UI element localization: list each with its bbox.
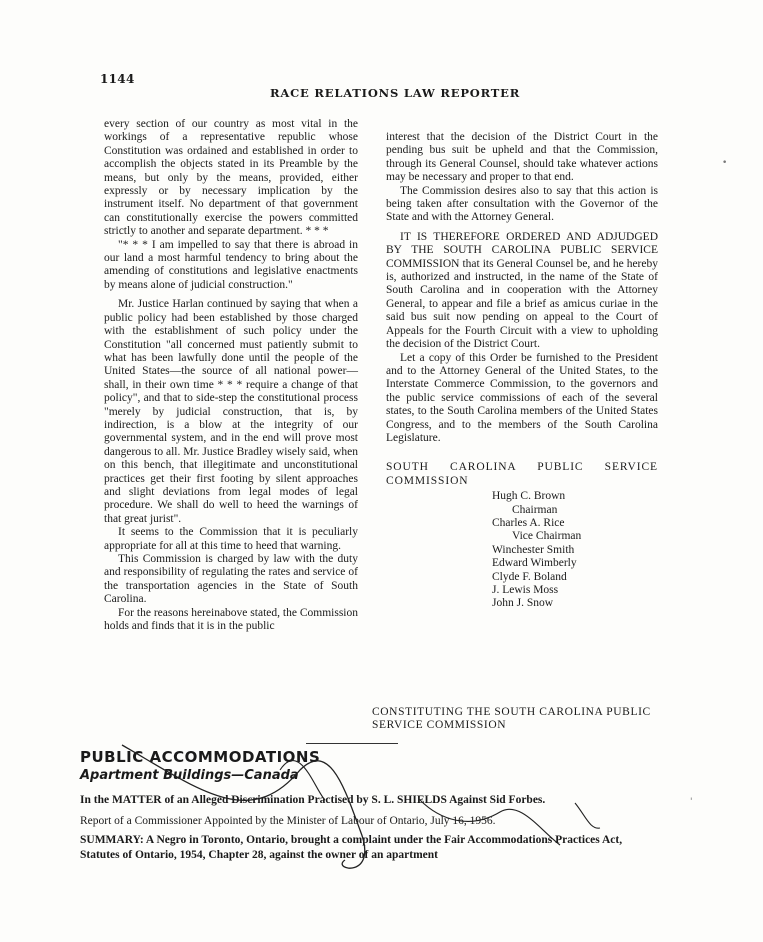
section-title: PUBLIC ACCOMMODATIONS: [80, 748, 321, 766]
case-matter: In the MATTER of an Alleged Discrimination Practised by S. L. SHIELDS Against Sid Forbes.: [80, 794, 546, 806]
margin-mark: ': [690, 797, 693, 807]
signature-names: [386, 490, 658, 611]
signature-block: [386, 461, 658, 610]
right-column: [386, 131, 658, 611]
signatory-name: Charles A. Rice: [492, 516, 565, 529]
left-paragraph: For the reasons hereinabove stated, the Commission holds and finds that it is in the public: [104, 606, 358, 633]
left-column: [104, 118, 358, 633]
signatory-title: Vice Chairman: [512, 530, 582, 543]
signatory-name: Winchester Smith: [492, 543, 575, 556]
signatory-name: Clyde F. Boland: [492, 570, 567, 583]
left-paragraph: "* * * I am impelled to say that there is abroad in our land a most harmful tendency to bring about the amending of constitutions and legislative enactments by means alone of judicial construction.": [104, 238, 358, 291]
constituting-text: CONSTITUTING THE SOUTH CAROLINA PUBLIC SERVICE COMMISSION: [372, 706, 651, 732]
running-head: RACE RELATIONS LAW REPORTER: [270, 86, 521, 100]
signatory-name: Edward Wimberly: [492, 557, 577, 570]
right-paragraph: interest that the decision of the District Court in the pending bus suit be upheld and that the Commission, through its General Counsel, should take whatever actions may be necessary and proper to that end.: [386, 131, 658, 184]
signature-heading: SOUTH CAROLINA PUBLIC SERVICE COMMISSION: [386, 461, 658, 487]
signatory-name: Hugh C. Brown: [492, 490, 566, 503]
order-paragraph: IT IS THEREFORE ORDERED AND ADJUDGED BY THE SOUTH CAROLINA PUBLIC SERVICE COMMISSION that its General Counsel be, and he hereby is, authorized and instructed, in the name of the State of South Carolina and in cooperation with the Attorney General, to appear and file a brief as amicus curiae in the said bus suit now pending on appeal to the Court of Appeals for the Fourth Circuit with a view to upholding the decision of the District Court.: [386, 230, 658, 351]
left-paragraph: It seems to the Commission that it is peculiarly appropriate for all at this time to heed that warning.: [104, 526, 358, 552]
case-summary: SUMMARY: A Negro in Toronto, Ontario, brought a complaint under the Fair Accommodations Practices Act, Statutes of Ontario, 1954, Chapter 28, against the owner of an apartment: [80, 834, 623, 861]
case-report: Report of a Commissioner Appointed by the Minister of Labour of Ontario, July 16, 1956.: [80, 814, 496, 827]
section-divider: [306, 743, 398, 744]
signatory-title: Chairman: [512, 503, 558, 516]
right-paragraph: Let a copy of this Order be furnished to the President and to the Attorney General of the United States, to the Interstate Commerce Commission, to the governors and the public service commissions of each of the several states, to the South Carolina members of the United States Congress, and to the members of the South Carolina Legislature.: [386, 351, 658, 444]
page-number: 1144: [100, 72, 135, 86]
margin-mark: •: [722, 158, 728, 168]
right-paragraph: The Commission desires also to say that this action is being taken after consultation with the Governor of the State and with the Attorney General.: [386, 184, 658, 224]
signatory-name: John J. Snow: [492, 597, 554, 610]
section-subtitle: Apartment Buildings—Canada: [80, 768, 299, 783]
left-paragraph: Mr. Justice Harlan continued by saying that when a public policy had been established by those charged with the establishment of such policy under the Constitution "all concerned must patiently submit to what has been lawfully done until the people of the United States—the source of all national power—shall, in their own time * * * require a change of that policy", and that to side-step the constitutional process "merely by judicial construction, that is, by indirection, is a blow at the integrity of our governmental system, and in the end will prove most dangerous to all. Mr. Justice Bradley wisely said, when on this bench, that illegitimate and unconstitutional practices get their first footing by silent approaches and slight deviations from legal modes of legal procedure. We shall do well to heed the warnings of that great jurist".: [104, 298, 358, 525]
left-paragraph: every section of our country as most vital in the workings of a representative republic whose Constitution was ordained and established in order to accomplish the objects stated in its Preamble by the means, but only by the means, provided, either expressly or by necessary implication by the instrument itself. No department of that government can constitutionally exercise the powers committed strictly to another and separate department. * * *: [104, 118, 358, 238]
left-paragraph: This Commission is charged by law with the duty and responsibility of regulating the rates and service of the transportation agencies in the State of South Carolina.: [104, 553, 358, 606]
signatory-name: J. Lewis Moss: [492, 584, 559, 596]
case-block: [80, 793, 660, 862]
